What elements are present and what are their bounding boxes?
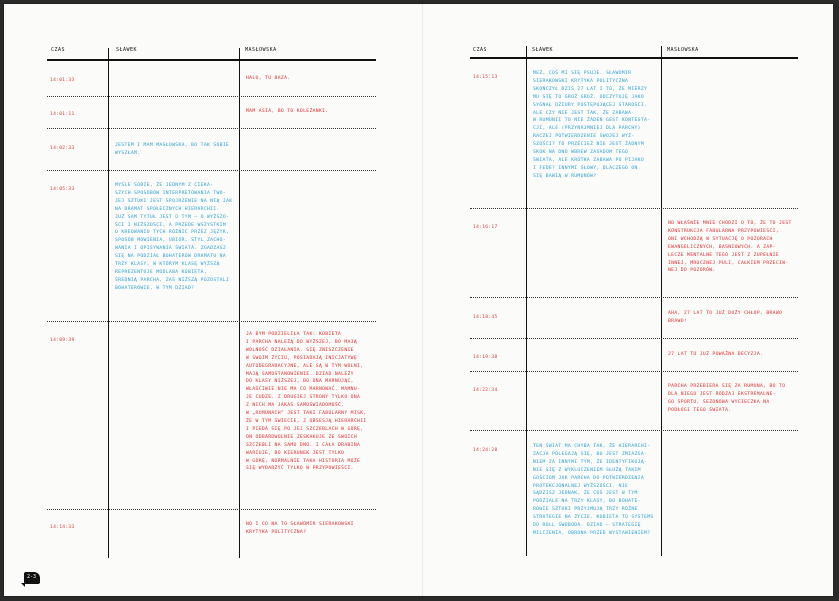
header-slawek: SŁAWEK <box>532 47 554 53</box>
header-rule <box>47 59 376 61</box>
header-slawek: SŁAWEK <box>116 47 138 53</box>
header-maslowska: MASŁOWSKA <box>667 47 699 53</box>
header-maslowska: MASŁOWSKA <box>245 47 277 53</box>
row-time: 14:09:39 <box>50 338 75 343</box>
row-time: 14:01:33 <box>50 78 75 83</box>
slawek-line: MEZ, COŚ MI SIĘ PSUJE. SŁAWOMIR SIERAKOWSKI KRYTYKA POLITYCZNA SKOŃCZYŁ DZIŚ 27 LAT I TO, ŻE MIERZY MU SIĘ TO GROŹ GROŹ. ODCZYTUJĘ JAKO SYGNAŁ DZIURY POSTĘPUJĄCEJ STAROŚCI. ALE CZY NIE JEST TAK, ŻE ZABAWA W RUMUNII TO NIE ŻADEN GEST KONTESTA- CJI, ALE (PRZYNAJMNIEJ DLA PARCHY) RACZEJ POTWIERDZENIE SWOJEJ WYŻ- SZOŚCI? TO PRZECIEŻ NIE JEST ŻADNYM SKOK NA DNO WBREW ZASADOM TEGO ŚWIATA, ALE KRÓTKA ZABAWA PO PIJAKU I FEDE? INNYMI SŁOWY, DLACZEGO ON SIĘ BAWIĄ W RUMUNÓW? <box>533 71 651 179</box>
maslowska-line: PARCHA PRZEBIERA SIĘ ZA RUMUNA, BO TO DLA NIEGO JEST RODZAJ EKSTREMALNE- GO SPORTU, SEZONOWA WYCIECZKA NA PODŁOGI TEGO ŚWIATA. <box>668 384 786 413</box>
maslowska-line: MAM ASIA, BO TO KOLEŻANKI. <box>246 109 329 114</box>
maslowska-line: HALO, TU BAZA. <box>246 76 291 81</box>
row-separator <box>47 509 376 510</box>
maslowska-line: JA BYM PODZIELIŁA TAK: KOBIETA I PARCHA NALEŻĄ DO WYŻSZEJ, BO MAJĄ WOLNOŚĆ DZIAŁANIA. SIĘ ZNISZCZENIE W SWOIM ŻYCIU, POSIADAJĄ INICJATYWĘ AUTODEGRADACYJNE, ALE SĄ W TYM WOLNI, MAJĄ SAMOSTANOWIENIE. DZIAD NALEŻY DO KLASY NIŻSZEJ, BO ONA MARNUJĄC, WŁAŚCIWIE NIE MA CO MARNOWAĆ. MAMNU- JE CUDZE. Z DRUGIEJ STRONY TYLKO ONA Z NICH MA JAKAŚ SAMOŚWIADOMOŚĆ. W „RUMUNACH” JEST TAKI FABULARNY MISK, ŻE W TYM ŚWIECIE, Z OBSESJĄ HIERARCHII I PIEDA SIĘ PO JEJ SZCZEBLACH W GÓRĘ, ON ODBARDWOLNIE ZESKAKUJE ZE SWOICH SZCZEBLI NA SAMO DNO. I CAŁA DRABINA WARIUJE, BO KIERUNEK JEST TYLKO W GÓRĘ, NORMALNIE TAKA HISTORIA MOŻE SIĘ WYDARZYĆ TYLKO W PRZYPOWIEŚCI. <box>246 332 367 472</box>
left-page <box>4 4 422 596</box>
row-separator <box>47 128 376 129</box>
row-time: 14:05:33 <box>50 187 75 192</box>
row-separator <box>470 297 798 298</box>
row-time: 14:19:38 <box>473 355 498 360</box>
slawek-line: JESTEM I MAM MASŁOWSKA, BO TAK SOBIE WYSZŁAM. <box>115 143 230 156</box>
right-page <box>423 4 833 596</box>
maslowska-line: AHA, 27 LAT TO JUŻ DUŻY CHŁOP, BRAWO BRAWO! <box>668 311 783 324</box>
slawek-line: MYŚLE SOBIE, ŻE JEDNYM Z CIEKA- SZYCH SPOSOBÓW INTERPRETOWANIA TWO- JEJ SZTUKI JEST SPOJRZENIE NA NIĄ JAK NA DRAMAT SPOŁECZNYCH HIERARCHII. JUŻ SAM TYTUŁ JEST O TYM – O WYŻSZO- ŚCI I NIŻSZOŚCI, A PRZEDE WSZYSTKIM O KREOWANIU TYCH RÓŻNIC PRZEZ JĘZYK, SPOSÓB MÓWIENIA, UBIÓR, STYL ZACHO- WANIA I OPISYWANIA ŚWIATA. ZGADZASZ SIĘ NA PODZIAŁ BOHATERÓW DRAMATU NA TRZY KLASY, W KTÓRYM KLASĘ WYŻSZĄ REPREZENTUJE MODLABA KOBIETA, ŚREDNIĄ PARCHA, ZAŚ NIŻSZĄ POZOSTALI BOHATEROWIE, W TYM DZIAD? <box>115 183 233 291</box>
column-divider-1 <box>108 48 109 558</box>
magazine-spread <box>4 4 833 596</box>
row-time: 14:24:28 <box>473 448 498 453</box>
row-separator <box>47 321 376 322</box>
row-separator <box>470 371 798 372</box>
header-rule <box>470 57 798 59</box>
row-time: 14:22:34 <box>473 388 498 393</box>
column-divider-2 <box>239 48 240 558</box>
header-time: CZAS <box>473 47 488 53</box>
slawek-line: TEN ŚWIAT MA CHYBA TAK, ŻE HIERARCHI- ZACJA POLEGAJĄ SIĘ, BO JEST ZMIAZGA- NIEM ZA INNYMI TYM, ŻE IDENTYFIKUJĄ- NIE SIĘ Z WYKLUCZENIEM SŁUŻĄ TAKIM GOŚCIOM JAK PARCHA DO POTWIERDZENIA PROTEKCJONALNEJ WYŻSZOŚCI. NIE SĄDZISZ JEDNAK, ŻE COŚ JEST W TYM PODZIALE NA TRZY KLASY, BO BOHATE- ROWIE SZTUKI PRZYJMUJĄ TRZY RÓŻNE STRATEGIE NA ŻYCIE. KOBIETA TO SYSTEMS DO ROLL SWOBODA. DZIAD – STRATEGIĘ MILCZENIA, OBRONA PRZED WYSTAWIENIEM? <box>533 444 654 536</box>
page-number-badge <box>24 572 40 584</box>
row-separator <box>470 430 798 431</box>
row-time: 14:01:11 <box>50 112 75 117</box>
row-time: 14:14:33 <box>50 525 75 530</box>
row-time: 14:02:33 <box>50 146 75 151</box>
row-separator <box>47 170 376 171</box>
row-time: 14:16:17 <box>473 225 498 230</box>
column-divider-2 <box>661 46 662 556</box>
row-separator <box>47 96 376 97</box>
row-time: 14:15:13 <box>473 75 498 80</box>
row-separator <box>470 208 798 209</box>
row-separator <box>470 338 798 339</box>
column-divider-1 <box>526 46 527 556</box>
maslowska-line: 27 LAT TO JUŻ POWAŻNA DECYZJA. <box>668 352 764 357</box>
row-time: 14:18:45 <box>473 315 498 320</box>
maslowska-line: NO WŁAŚNIE MNIE CHODZI O TO, ŻE TO JEST KONSTRUKCJA FABULARNA PRZYPOWIEŚCI, ONI WCHODZĄ W SYTUACJĘ O POZORACH EWANGELICZNYCH, BASNIOWYCH. A ZAP- LECZE MENTALNE TEGO JEST Z ZUPEŁNIE INNEJ, MROCZNEJ PULI, CAŁKIEM PRZECIW- NEJ DO POZORÓW. <box>668 221 792 274</box>
page-number: 2-3 <box>27 574 37 580</box>
maslowska-line: NO I CO NA TO SŁAWOMIR SIERAKOWSKI KRYTYKA POLITYCZNA? <box>246 522 354 535</box>
header-time: CZAS <box>51 47 66 53</box>
